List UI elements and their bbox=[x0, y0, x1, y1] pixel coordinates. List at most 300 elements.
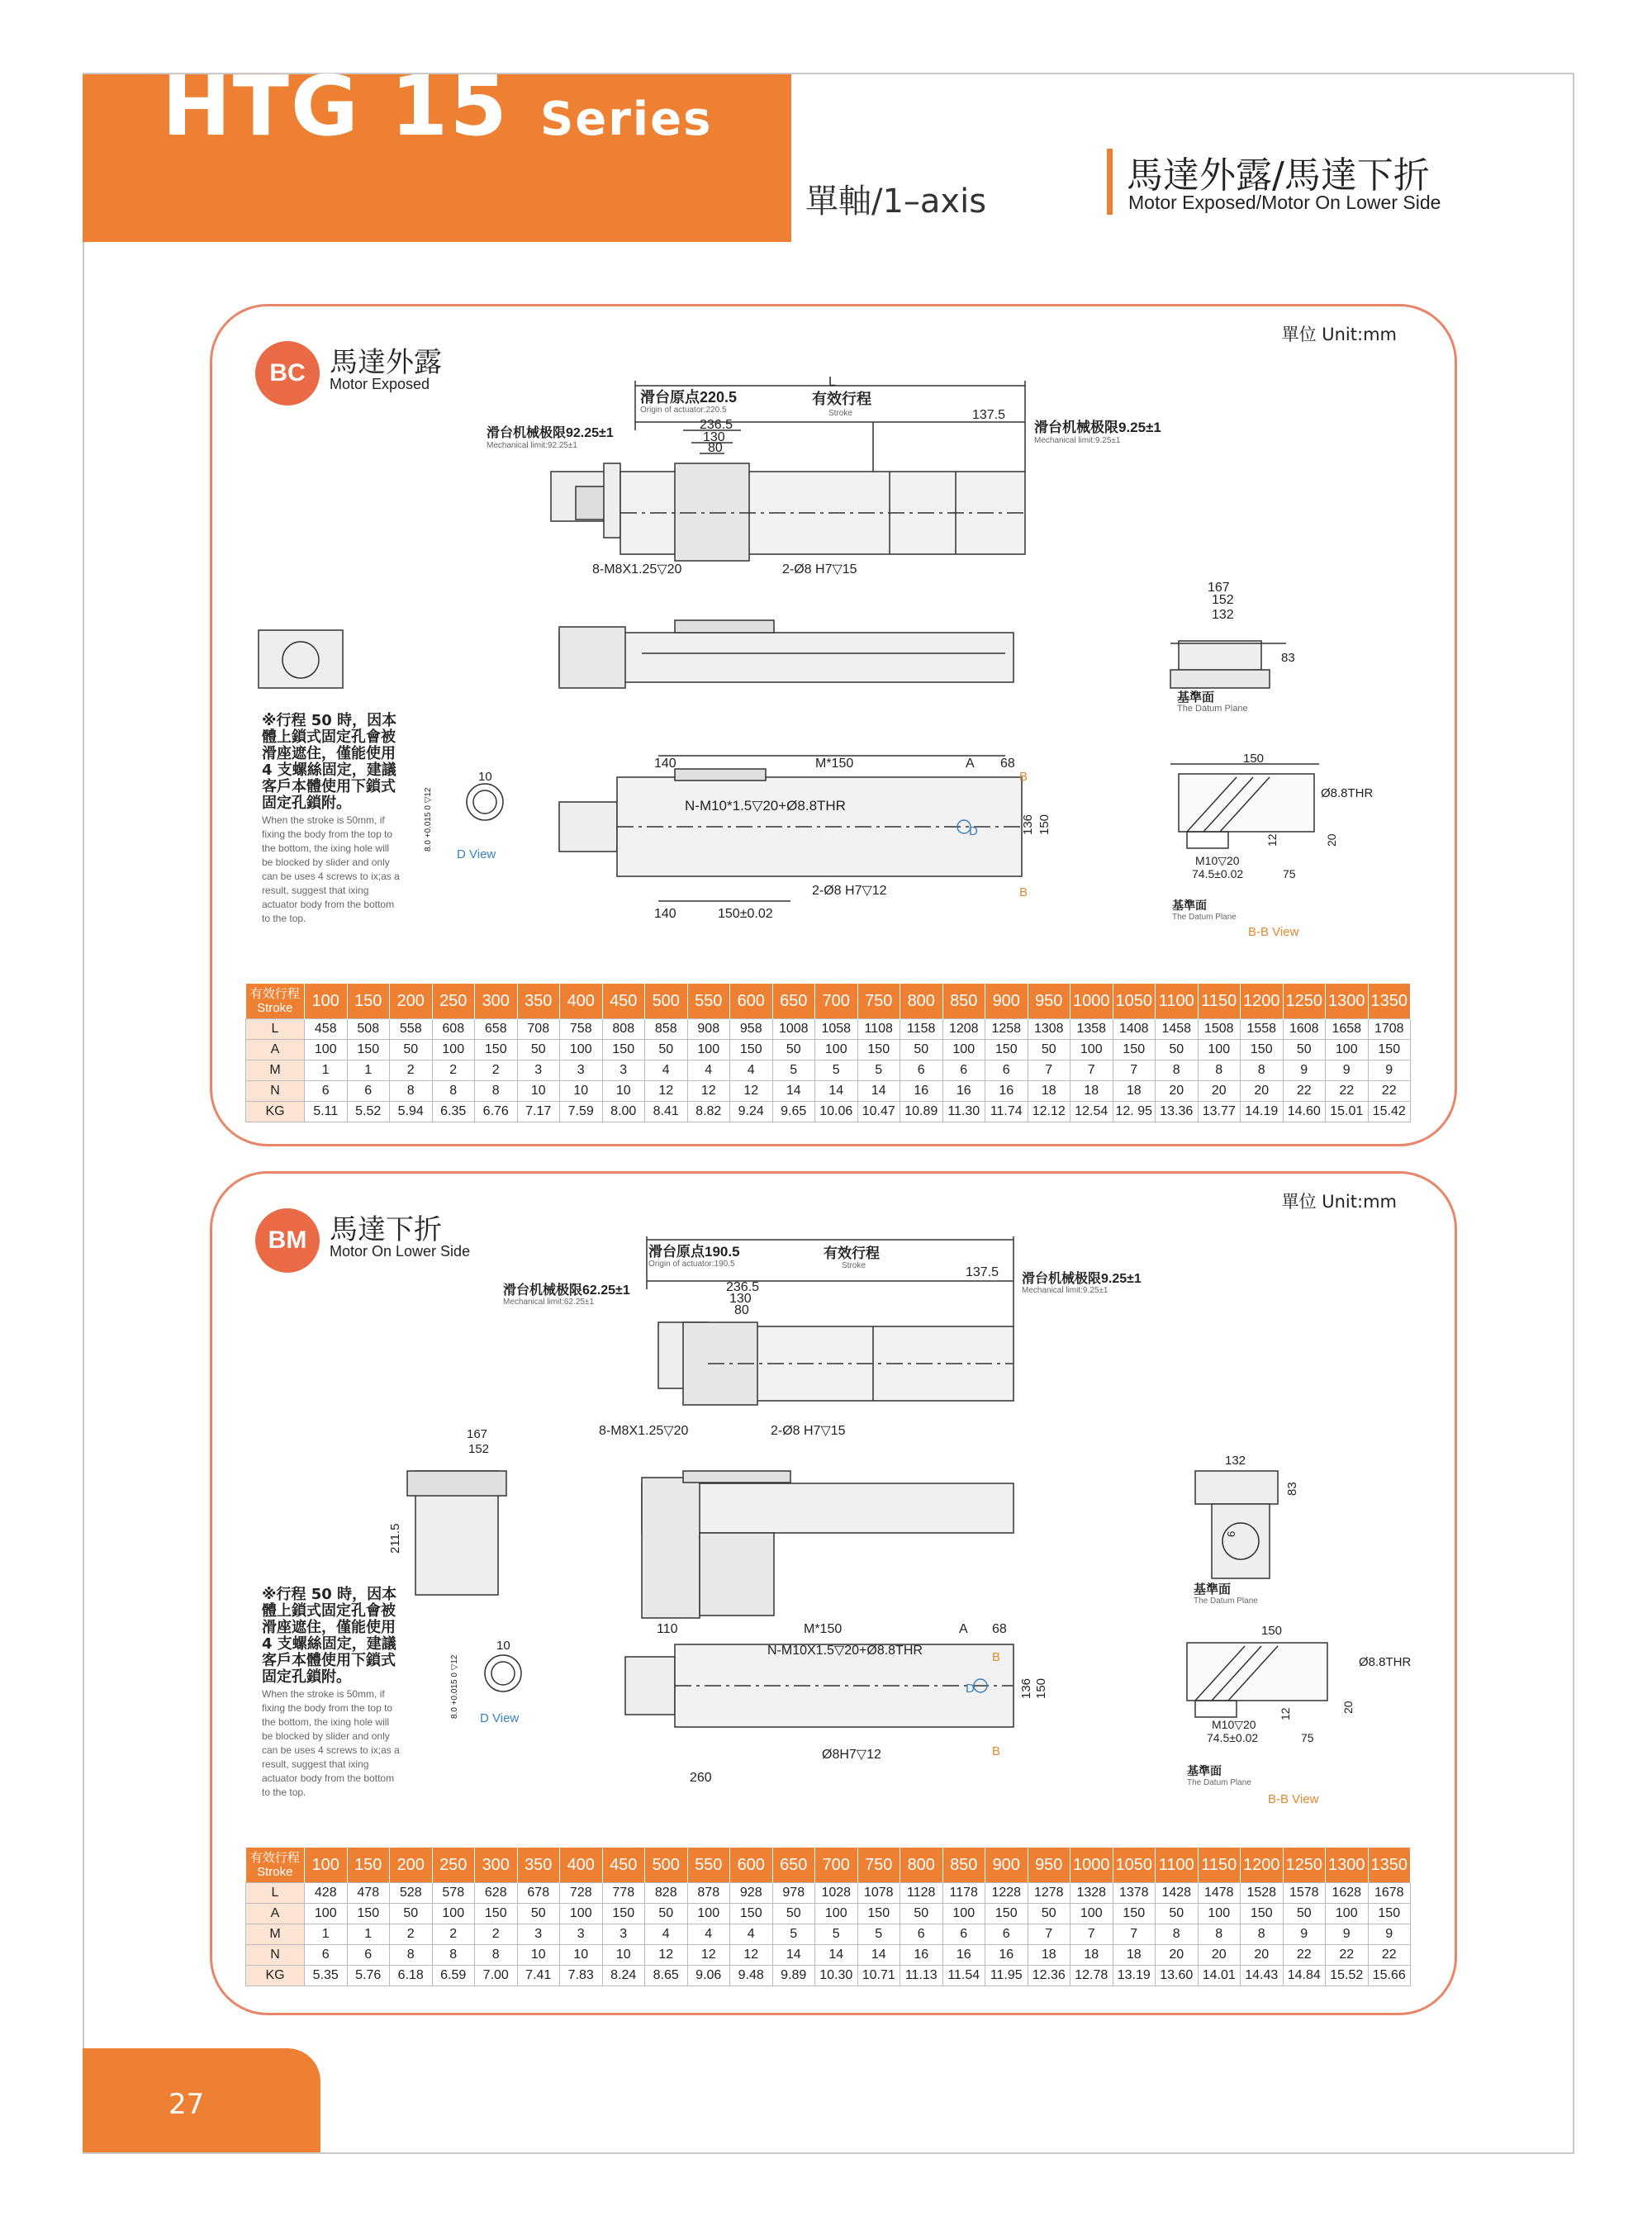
table-cell: 1578 bbox=[1283, 1883, 1326, 1904]
table-cell: 14 bbox=[857, 1945, 900, 1966]
table-cell: 2 bbox=[432, 1924, 475, 1945]
table-cell: 1058 bbox=[815, 1019, 858, 1040]
table-cell: 1378 bbox=[1113, 1883, 1156, 1904]
table-cell: 20 bbox=[1156, 1081, 1199, 1102]
dim-mech-left: 滑台机械极限62.25±1 bbox=[503, 1283, 630, 1298]
table-cell: 13.19 bbox=[1113, 1966, 1156, 1986]
table-cell: 10.71 bbox=[857, 1966, 900, 1986]
table-cell: 1628 bbox=[1326, 1883, 1369, 1904]
table-cell: 5 bbox=[815, 1924, 858, 1945]
table-cell: 9.65 bbox=[772, 1102, 815, 1122]
stroke-note-cn: ※行程 50 時，因本體上鎖式固定孔會被滑座遮住，僅能使用 4 支螺絲固定，建議客戶本體使用下鎖式固定孔鎖附。 bbox=[262, 712, 397, 812]
stroke-header-cell: 800 bbox=[900, 1848, 943, 1883]
table-cell: 5 bbox=[772, 1924, 815, 1945]
table-cell: 150 bbox=[347, 1040, 390, 1060]
stroke-header-cell: 1000 bbox=[1070, 1848, 1113, 1883]
section-marker-b: B bbox=[992, 1650, 1001, 1664]
dim-150-tol: 150±0.02 bbox=[718, 907, 773, 921]
dim-origin-en: Origin of actuator:190.5 bbox=[648, 1260, 735, 1269]
stroke-header-cell: 1250 bbox=[1283, 1848, 1326, 1883]
table-cell: 1158 bbox=[900, 1019, 943, 1040]
table-cell: 16 bbox=[900, 1081, 943, 1102]
table-cell: 12 bbox=[730, 1945, 773, 1966]
table-cell: 12.54 bbox=[1070, 1102, 1113, 1122]
table-cell: 150 bbox=[985, 1904, 1028, 1924]
table-row bbox=[246, 1040, 1411, 1060]
stroke-header-cell: 600 bbox=[730, 1848, 773, 1883]
dim-screws: 8-M8X1.25▽20 bbox=[599, 1424, 689, 1438]
dim-origin: 滑台原点220.5 bbox=[640, 389, 738, 406]
table-cell: 100 bbox=[942, 1904, 985, 1924]
table-cell: 14 bbox=[815, 1945, 858, 1966]
dim-mech-right-en: Mechanical limit:9.25±1 bbox=[1022, 1286, 1108, 1295]
series-model: HTG 15 bbox=[162, 58, 509, 154]
row-label: KG bbox=[246, 1102, 305, 1122]
dim-150-vertical: 150 bbox=[1034, 1677, 1048, 1699]
table-cell: 7 bbox=[1113, 1924, 1156, 1945]
dim-167: 167 bbox=[467, 1427, 488, 1441]
table-cell: 458 bbox=[305, 1019, 348, 1040]
row-label: M bbox=[246, 1924, 305, 1945]
table-cell: 50 bbox=[772, 1904, 815, 1924]
dim-152: 152 bbox=[468, 1442, 490, 1456]
dim-132: 132 bbox=[1212, 608, 1234, 622]
table-cell: 4 bbox=[645, 1060, 688, 1081]
table-cell: 16 bbox=[942, 1945, 985, 1966]
table-cell: 150 bbox=[1368, 1904, 1411, 1924]
table-cell: 778 bbox=[602, 1883, 645, 1904]
table-cell: 100 bbox=[432, 1040, 475, 1060]
row-label: N bbox=[246, 1081, 305, 1102]
table-cell: 15.52 bbox=[1326, 1966, 1369, 1986]
bb-datum: 基準面 bbox=[1187, 1764, 1222, 1777]
stroke-header-cell: 550 bbox=[687, 1848, 730, 1883]
dim-83: 83 bbox=[1281, 651, 1295, 665]
table-cell: 428 bbox=[305, 1883, 348, 1904]
table-cell: 18 bbox=[1113, 1945, 1156, 1966]
stroke-header-cell: 200 bbox=[390, 984, 433, 1019]
table-cell: 8 bbox=[475, 1081, 518, 1102]
dim-137: 137.5 bbox=[972, 408, 1006, 422]
table-cell: 12 bbox=[687, 1081, 730, 1102]
table-cell: 50 bbox=[900, 1040, 943, 1060]
dim-A: A bbox=[966, 757, 975, 771]
table-cell: 12 bbox=[645, 1945, 688, 1966]
stroke-header-cell: 350 bbox=[517, 984, 560, 1019]
table-cell: 15.01 bbox=[1326, 1102, 1369, 1122]
stroke-header-cell: 1100 bbox=[1156, 984, 1199, 1019]
table-cell: 10 bbox=[560, 1081, 603, 1102]
table-cell: 6 bbox=[985, 1060, 1028, 1081]
bb-view-drawing bbox=[1187, 1643, 1327, 1717]
bb-datum: 基準面 bbox=[1172, 899, 1207, 912]
table-cell: 100 bbox=[1198, 1040, 1241, 1060]
stroke-header-label bbox=[246, 1848, 305, 1883]
stroke-header-cell: 150 bbox=[347, 984, 390, 1019]
table-row bbox=[246, 1102, 1411, 1122]
table-cell: 50 bbox=[645, 1040, 688, 1060]
table-cell: 100 bbox=[942, 1040, 985, 1060]
bb-view-label: B-B View bbox=[1268, 1792, 1319, 1806]
table-cell: 5.35 bbox=[305, 1966, 348, 1986]
table-cell: 10 bbox=[602, 1945, 645, 1966]
datum-label: 基準面 bbox=[1177, 690, 1215, 705]
table-cell: 8.00 bbox=[602, 1102, 645, 1122]
side-view-drawing bbox=[259, 620, 1014, 688]
stroke-header-cell: 450 bbox=[602, 1848, 645, 1883]
table-cell: 958 bbox=[730, 1019, 773, 1040]
dim-mech-left-en: Mechanical limit:92.25±1 bbox=[487, 441, 577, 450]
table-cell: 100 bbox=[687, 1904, 730, 1924]
table-cell: 3 bbox=[602, 1924, 645, 1945]
row-label: L bbox=[246, 1019, 305, 1040]
stroke-header-cell: 300 bbox=[475, 1848, 518, 1883]
table-cell: 9 bbox=[1283, 1060, 1326, 1081]
table-cell: 2 bbox=[432, 1060, 475, 1081]
table-cell: 22 bbox=[1283, 1945, 1326, 1966]
table-row bbox=[246, 1966, 1411, 1986]
table-cell: 8 bbox=[1241, 1060, 1284, 1081]
table-cell: 100 bbox=[815, 1904, 858, 1924]
table-cell: 11.30 bbox=[942, 1102, 985, 1122]
dim-80: 80 bbox=[708, 441, 723, 455]
table-cell: 6 bbox=[305, 1081, 348, 1102]
dim-260: 260 bbox=[690, 1771, 712, 1785]
axis-label: 單軸/1–axis bbox=[805, 183, 987, 221]
stroke-header-cell: 850 bbox=[942, 984, 985, 1019]
table-cell: 150 bbox=[857, 1040, 900, 1060]
table-cell: 1658 bbox=[1326, 1019, 1369, 1040]
table-cell: 2 bbox=[475, 1924, 518, 1945]
stroke-note-en: When the stroke is 50mm, if fixing the body from the top to the bottom, the ixing hole will be blocked by slider and only can be uses 4 screws to ix;as a result, suggest that ixing actuator body from the bottom to the top. bbox=[262, 1688, 400, 1798]
table-cell: 15.42 bbox=[1368, 1102, 1411, 1122]
row-label: A bbox=[246, 1040, 305, 1060]
table-cell: 150 bbox=[1113, 1040, 1156, 1060]
table-cell: 928 bbox=[730, 1883, 773, 1904]
stroke-header-row bbox=[246, 984, 1411, 1019]
page-number: 27 bbox=[169, 2088, 205, 2121]
bb-view-label: B-B View bbox=[1248, 925, 1299, 939]
table-cell: 14 bbox=[857, 1081, 900, 1102]
table-cell: 4 bbox=[687, 1924, 730, 1945]
bb-thr: Ø8.8THR bbox=[1359, 1655, 1412, 1669]
d-marker: D bbox=[966, 1682, 975, 1696]
table-cell: 6 bbox=[942, 1060, 985, 1081]
dim-tolerance: 8.0 +0.015 0 ▽12 bbox=[450, 1654, 459, 1719]
dim-68: 68 bbox=[1000, 757, 1015, 771]
stroke-note bbox=[262, 1587, 402, 1800]
row-label: A bbox=[246, 1904, 305, 1924]
table-cell: 7 bbox=[1070, 1060, 1113, 1081]
dim-stroke-en: Stroke bbox=[842, 1261, 866, 1270]
table-cell: 1428 bbox=[1156, 1883, 1199, 1904]
table-cell: 12 bbox=[730, 1081, 773, 1102]
stroke-header-cell: 600 bbox=[730, 984, 773, 1019]
dim-236: 236.5 bbox=[700, 418, 733, 432]
dim-mech-left-en: Mechanical limit:62.25±1 bbox=[503, 1298, 594, 1307]
table-cell: 508 bbox=[347, 1019, 390, 1040]
table-cell: 18 bbox=[1070, 1081, 1113, 1102]
end-view-drawing bbox=[1195, 1471, 1278, 1578]
table-cell: 858 bbox=[645, 1019, 688, 1040]
table-cell: 1328 bbox=[1070, 1883, 1113, 1904]
section-marker-b2: B bbox=[992, 1744, 1001, 1758]
dim-83: 83 bbox=[1285, 1482, 1299, 1496]
table-row bbox=[246, 1904, 1411, 1924]
table-cell: 22 bbox=[1368, 1945, 1411, 1966]
dim-132: 132 bbox=[1225, 1454, 1246, 1468]
table-cell: 1458 bbox=[1156, 1019, 1199, 1040]
table-cell: 16 bbox=[900, 1945, 943, 1966]
table-cell: 14.19 bbox=[1241, 1102, 1284, 1122]
table-cell: 1228 bbox=[985, 1883, 1028, 1904]
dim-10: 10 bbox=[496, 1639, 510, 1653]
bb-datum-en: The Datum Plane bbox=[1172, 913, 1237, 922]
table-cell: 8 bbox=[475, 1945, 518, 1966]
bb-dim-150: 150 bbox=[1261, 1624, 1283, 1638]
stroke-header-cell: 1100 bbox=[1156, 1848, 1199, 1883]
table-cell: 150 bbox=[730, 1904, 773, 1924]
stroke-header-cell: 750 bbox=[857, 1848, 900, 1883]
d-view-label: D View bbox=[457, 847, 496, 861]
table-cell: 1008 bbox=[772, 1019, 815, 1040]
datum-label: 基準面 bbox=[1194, 1582, 1232, 1597]
table-cell: 9.89 bbox=[772, 1966, 815, 1986]
table-cell: 5 bbox=[857, 1924, 900, 1945]
table-cell: 50 bbox=[390, 1904, 433, 1924]
dim-nm10: N-M10*1.5▽20+Ø8.8THR bbox=[685, 798, 846, 814]
table-cell: 1258 bbox=[985, 1019, 1028, 1040]
table-cell: 100 bbox=[815, 1040, 858, 1060]
table-cell: 15.66 bbox=[1368, 1966, 1411, 1986]
table-cell: 50 bbox=[390, 1040, 433, 1060]
stroke-header-cell: 400 bbox=[560, 1848, 603, 1883]
dim-80: 80 bbox=[734, 1303, 749, 1317]
bb-datum-en: The Datum Plane bbox=[1187, 1778, 1251, 1787]
bb-dim-12: 12 bbox=[1279, 1707, 1292, 1720]
table-cell: 12 bbox=[645, 1081, 688, 1102]
table-cell: 50 bbox=[1283, 1040, 1326, 1060]
table-cell: 100 bbox=[1326, 1904, 1369, 1924]
dim-nm10: N-M10X1.5▽20+Ø8.8THR bbox=[767, 1644, 923, 1658]
unit-label: 單位 Unit:mm bbox=[1281, 1192, 1397, 1212]
table-cell: 6.35 bbox=[432, 1102, 475, 1122]
table-cell: 14.01 bbox=[1198, 1966, 1241, 1986]
table-cell: 50 bbox=[1156, 1040, 1199, 1060]
section-motor-exposed bbox=[210, 304, 1457, 1146]
table-cell: 100 bbox=[1198, 1904, 1241, 1924]
table-cell: 3 bbox=[517, 1060, 560, 1081]
table-cell: 5 bbox=[772, 1060, 815, 1081]
dim-pins: 2-Ø8 H7▽15 bbox=[771, 1424, 846, 1438]
table-cell: 908 bbox=[687, 1019, 730, 1040]
table-cell: 10.06 bbox=[815, 1102, 858, 1122]
series-word: Series bbox=[539, 93, 713, 146]
dim-mech-right: 滑台机械极限9.25±1 bbox=[1034, 420, 1161, 435]
spec-table bbox=[245, 1848, 1411, 1986]
table-cell: 3 bbox=[517, 1924, 560, 1945]
dim-m150: M*150 bbox=[804, 1622, 843, 1636]
dim-140b: 140 bbox=[654, 907, 676, 921]
table-cell: 8 bbox=[1241, 1924, 1284, 1945]
table-row bbox=[246, 1081, 1411, 1102]
table-cell: 578 bbox=[432, 1883, 475, 1904]
dim-mech-right: 滑台机械极限9.25±1 bbox=[1022, 1272, 1142, 1286]
table-cell: 628 bbox=[475, 1883, 518, 1904]
table-row bbox=[246, 1019, 1411, 1040]
section-badge: BC bbox=[255, 341, 320, 406]
table-cell: 8.24 bbox=[602, 1966, 645, 1986]
table-cell: 50 bbox=[1156, 1904, 1199, 1924]
table-cell: 6.76 bbox=[475, 1102, 518, 1122]
stroke-header-cell: 950 bbox=[1028, 1848, 1070, 1883]
dim-130: 130 bbox=[703, 430, 725, 444]
table-cell: 18 bbox=[1113, 1081, 1156, 1102]
table-cell: 150 bbox=[602, 1904, 645, 1924]
section-marker-b2: B bbox=[1019, 885, 1028, 899]
stroke-header-cell: 900 bbox=[985, 1848, 1028, 1883]
table-cell: 7.83 bbox=[560, 1966, 603, 1986]
table-cell: 1 bbox=[347, 1924, 390, 1945]
table-cell: 9 bbox=[1368, 1060, 1411, 1081]
table-cell: 6 bbox=[305, 1945, 348, 1966]
table-cell: 10.30 bbox=[815, 1966, 858, 1986]
table-cell: 16 bbox=[985, 1945, 1028, 1966]
stroke-header-cell: 500 bbox=[645, 1848, 688, 1883]
table-cell: 558 bbox=[390, 1019, 433, 1040]
table-cell: 100 bbox=[1070, 1040, 1113, 1060]
table-cell: 100 bbox=[432, 1904, 475, 1924]
table-cell: 8 bbox=[1198, 1060, 1241, 1081]
stroke-header-cell: 250 bbox=[432, 984, 475, 1019]
table-cell: 14 bbox=[772, 1081, 815, 1102]
table-cell: 150 bbox=[1241, 1904, 1284, 1924]
stroke-header-label bbox=[246, 984, 305, 1019]
table-cell: 13.36 bbox=[1156, 1102, 1199, 1122]
table-cell: 18 bbox=[1070, 1945, 1113, 1966]
table-cell: 12. 95 bbox=[1113, 1102, 1156, 1122]
table-cell: 7 bbox=[1070, 1924, 1113, 1945]
stroke-header-cell: 700 bbox=[815, 1848, 858, 1883]
table-cell: 14 bbox=[772, 1945, 815, 1966]
table-cell: 150 bbox=[1241, 1040, 1284, 1060]
dim-10: 10 bbox=[478, 770, 492, 784]
table-cell: 9 bbox=[1326, 1060, 1369, 1081]
dim-152: 152 bbox=[1212, 593, 1234, 607]
table-cell: 14.43 bbox=[1241, 1966, 1284, 1986]
table-cell: 1128 bbox=[900, 1883, 943, 1904]
bb-m10: M10▽20 bbox=[1212, 1718, 1256, 1731]
bottom-view-drawing bbox=[467, 756, 1022, 901]
stroke-header-cell: 800 bbox=[900, 984, 943, 1019]
dim-tolerance: 8.0 +0.015 0 ▽12 bbox=[424, 787, 433, 852]
table-cell: 8 bbox=[432, 1945, 475, 1966]
table-cell: 100 bbox=[305, 1904, 348, 1924]
top-view-drawing bbox=[551, 381, 1025, 561]
table-cell: 7.59 bbox=[560, 1102, 603, 1122]
stroke-header-cell: 1350 bbox=[1368, 984, 1411, 1019]
table-cell: 14.84 bbox=[1283, 1966, 1326, 1986]
table-cell: 10.47 bbox=[857, 1102, 900, 1122]
stroke-header-cell: 900 bbox=[985, 984, 1028, 1019]
table-cell: 12 bbox=[687, 1945, 730, 1966]
bottom-view-drawing bbox=[485, 1644, 1014, 1727]
dim-pins2: Ø8H7▽12 bbox=[822, 1748, 881, 1762]
table-cell: 1 bbox=[347, 1060, 390, 1081]
table-cell: 7 bbox=[1113, 1060, 1156, 1081]
table-cell: 528 bbox=[390, 1883, 433, 1904]
table-cell: 22 bbox=[1368, 1081, 1411, 1102]
section-marker-b: B bbox=[1019, 770, 1028, 784]
table-cell: 150 bbox=[347, 1904, 390, 1924]
table-cell: 5 bbox=[857, 1060, 900, 1081]
stroke-header-cell: 850 bbox=[942, 1848, 985, 1883]
table-cell: 4 bbox=[730, 1060, 773, 1081]
stroke-note bbox=[262, 713, 402, 926]
section-badge: BM bbox=[255, 1208, 320, 1273]
stroke-header-cell: 350 bbox=[517, 1848, 560, 1883]
row-label: L bbox=[246, 1883, 305, 1904]
table-cell: 2 bbox=[475, 1060, 518, 1081]
table-cell: 1478 bbox=[1198, 1883, 1241, 1904]
bb-dim-20: 20 bbox=[1341, 1701, 1355, 1714]
stroke-header-cell: 1150 bbox=[1198, 984, 1241, 1019]
bb-dim-20: 20 bbox=[1325, 833, 1338, 847]
dim-110: 110 bbox=[657, 1622, 678, 1636]
table-cell: 3 bbox=[560, 1924, 603, 1945]
type-title-cn: 馬達外露/馬達下折 bbox=[1127, 154, 1430, 197]
table-cell: 150 bbox=[602, 1040, 645, 1060]
row-label: N bbox=[246, 1945, 305, 1966]
table-cell: 7.17 bbox=[517, 1102, 560, 1122]
table-cell: 4 bbox=[645, 1924, 688, 1945]
table-cell: 1078 bbox=[857, 1883, 900, 1904]
table-cell: 758 bbox=[560, 1019, 603, 1040]
dim-screws: 8-M8X1.25▽20 bbox=[592, 562, 682, 576]
table-cell: 5.52 bbox=[347, 1102, 390, 1122]
table-cell: 50 bbox=[1028, 1040, 1070, 1060]
stroke-header-cell: 250 bbox=[432, 1848, 475, 1883]
table-cell: 7.00 bbox=[475, 1966, 518, 1986]
table-cell: 1358 bbox=[1070, 1019, 1113, 1040]
table-cell: 828 bbox=[645, 1883, 688, 1904]
dim-origin-en: Origin of actuator:220.5 bbox=[640, 406, 727, 415]
d-view-label: D View bbox=[480, 1711, 520, 1725]
bb-dim-745: 74.5±0.02 bbox=[1207, 1731, 1259, 1744]
table-cell: 6.18 bbox=[390, 1966, 433, 1986]
table-cell: 22 bbox=[1326, 1081, 1369, 1102]
stroke-note-en: When the stroke is 50mm, if fixing the body from the top to the bottom, the ixing hole will be blocked by slider and only can be uses 4 screws to ix;as a result, suggest that ixing actuator body from the bottom to the top. bbox=[262, 814, 400, 924]
table-cell: 10 bbox=[517, 1945, 560, 1966]
section-motor-lower-side bbox=[210, 1171, 1457, 2015]
table-cell: 1278 bbox=[1028, 1883, 1070, 1904]
spec-table bbox=[245, 984, 1411, 1122]
table-cell: 14.60 bbox=[1283, 1102, 1326, 1122]
table-cell: 9.06 bbox=[687, 1966, 730, 1986]
stroke-header-cell: 950 bbox=[1028, 984, 1070, 1019]
dim-211: 211.5 bbox=[388, 1523, 402, 1554]
table-cell: 18 bbox=[1028, 1945, 1070, 1966]
table-cell: 10 bbox=[517, 1081, 560, 1102]
table-cell: 5.11 bbox=[305, 1102, 348, 1122]
table-cell: 12.78 bbox=[1070, 1966, 1113, 1986]
datum-label-en: The Datum Plane bbox=[1177, 704, 1248, 714]
table-cell: 1108 bbox=[857, 1019, 900, 1040]
table-cell: 18 bbox=[1028, 1081, 1070, 1102]
table-cell: 100 bbox=[1070, 1904, 1113, 1924]
dim-pins2: 2-Ø8 H7▽12 bbox=[812, 884, 887, 898]
table-cell: 6 bbox=[900, 1924, 943, 1945]
